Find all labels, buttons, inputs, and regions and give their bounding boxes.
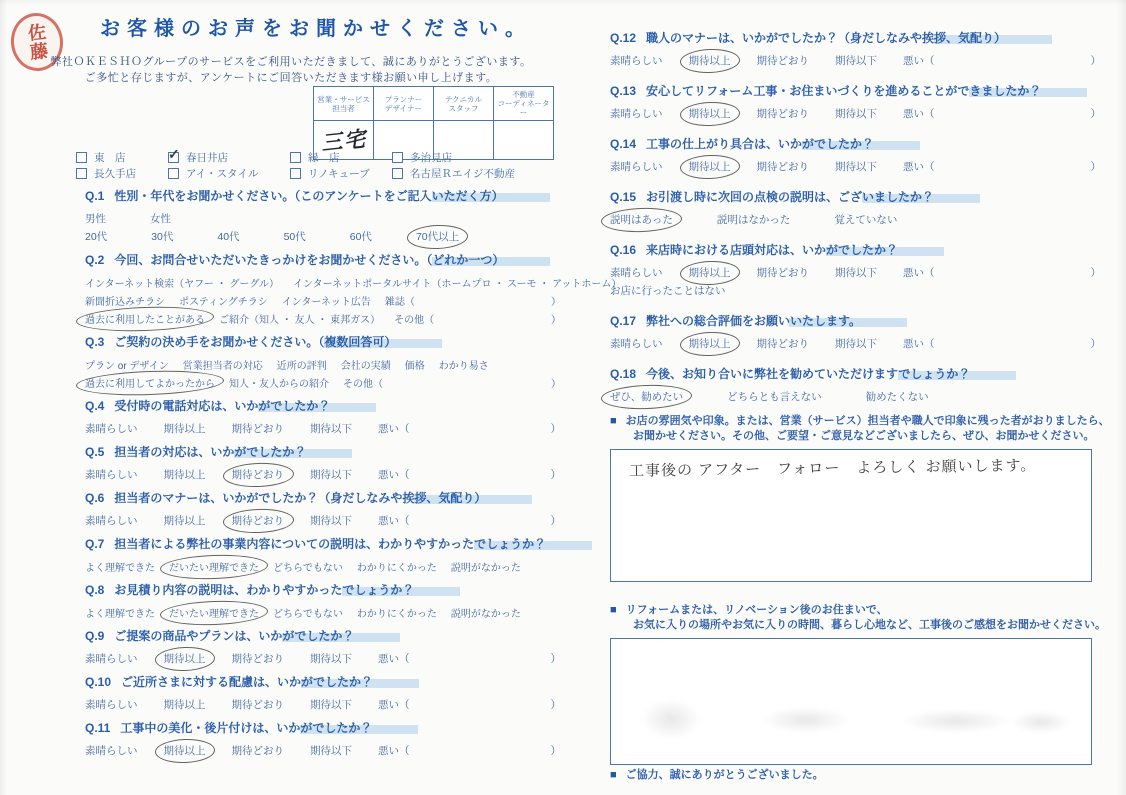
- question-number: Q.18: [610, 367, 637, 381]
- question-number: Q.10: [85, 675, 112, 689]
- answer-option: 期待以下: [835, 107, 877, 120]
- answer-option: 説明はなかった: [716, 213, 791, 226]
- answer-option: 素晴らしい: [85, 514, 138, 527]
- form-title: お客様のお声をお聞かせください。: [100, 18, 532, 40]
- store-option: [168, 150, 290, 165]
- checkbox-icon: [76, 152, 87, 163]
- answer-option: 素晴らしい: [610, 337, 663, 350]
- comment1-prompt-line1: ■ お店の雰囲気や印象。または、営業（サービス）担当者や職人で印象に残った者がおりましたら、: [610, 415, 1110, 427]
- answer-option: わかりにくかった: [356, 608, 437, 620]
- question-17: [610, 313, 1107, 352]
- staff-table-header-row: [314, 87, 554, 121]
- answer-option: その他（: [394, 314, 435, 326]
- answer-option: 期待以下: [835, 54, 877, 67]
- answer-option: 期待どおり: [231, 652, 284, 665]
- answer-option: 期待以上: [163, 514, 206, 527]
- question-3: [85, 334, 567, 391]
- store-label: 緑 店: [308, 151, 340, 164]
- question-heading: [610, 83, 1107, 100]
- answer-option: インターネット検索（ヤフー ・ グーグル）: [85, 278, 280, 290]
- bleed-through-smudge: [761, 707, 851, 733]
- store-option: [290, 166, 392, 181]
- answer-option-circled: 過去に利用したことがある: [85, 311, 205, 326]
- question-heading: [610, 242, 1107, 259]
- answer-option: 期待どおり: [231, 744, 284, 757]
- question-16: [610, 242, 1107, 299]
- answer-option: 素晴らしい: [85, 652, 138, 665]
- answer-option: 期待どおり: [756, 160, 809, 173]
- answer-option: 期待以上: [163, 468, 206, 481]
- question-number: Q.8: [85, 583, 105, 597]
- question-12: [610, 30, 1107, 69]
- store-option: [392, 150, 562, 165]
- question-13: [610, 83, 1107, 122]
- answer-option: 期待以上: [163, 422, 206, 435]
- paren-close: ）: [550, 468, 561, 481]
- question-title: 安心してリフォーム工事・お住まいづくりを進めることができましたか？: [646, 84, 1087, 98]
- question-1: [85, 188, 567, 245]
- store-option: [76, 150, 168, 165]
- answer-option: 期待どおり: [756, 107, 809, 120]
- answer-option: 説明がなかった: [450, 562, 521, 574]
- question-number: Q.4: [85, 399, 105, 413]
- comment-box-2: [610, 638, 1092, 765]
- checkbox-icon: [392, 168, 403, 179]
- question-title: ご契約の決め手をお聞かせください。（複数回答可）: [114, 335, 442, 349]
- answer-option: 期待以下: [835, 160, 877, 173]
- store-checkbox-row: [76, 165, 562, 181]
- comment2-prompt-line1: ■ リフォームまたは、リノベーション後のお住まいで、: [610, 604, 888, 616]
- answer-option: 20代: [85, 230, 108, 243]
- store-label: 春日井店: [186, 151, 228, 164]
- answer-option: 期待以下: [310, 744, 352, 757]
- answer-option-circled: 期待以上: [688, 266, 731, 279]
- question-7: [85, 536, 567, 575]
- handwritten-staff-name: 三宅: [319, 127, 368, 156]
- answer-option: よく理解できた: [85, 562, 155, 574]
- answer-option: 素晴らしい: [85, 422, 138, 435]
- store-label: 多治見店: [410, 151, 452, 164]
- answer-option: 覚えていない: [834, 213, 898, 226]
- intro-line-1: 弊社ＯＫＥＳＨＯグループのサービスをご利用いただきまして、誠にありがとうございます。: [50, 56, 532, 68]
- question-title: 工事中の美化・後片付けは、いかがでしたか？: [120, 721, 418, 735]
- answer-option: 素晴らしい: [610, 160, 663, 173]
- answer-option: 男性: [85, 212, 106, 225]
- comment-box-1: [610, 449, 1092, 582]
- bleed-through-smudge: [1011, 711, 1071, 733]
- paren-close: ）: [1090, 160, 1101, 173]
- question-heading: [85, 188, 567, 205]
- answer-row: [85, 649, 567, 667]
- store-checkbox-row: [76, 149, 562, 165]
- question-heading: [85, 252, 567, 269]
- question-title: 職人のマナーは、いかがでしたか？（身だしなみや挨拶、気配り）: [646, 31, 1052, 45]
- answer-row: [610, 387, 1107, 405]
- answer-option: 期待以下: [310, 468, 352, 481]
- answer-option: 素晴らしい: [85, 468, 138, 481]
- paren-close: ）: [550, 514, 561, 527]
- answer-option: 30代: [151, 230, 174, 243]
- answer-option: 悪い（: [378, 468, 410, 481]
- bullet-square-icon: ■: [610, 415, 617, 427]
- paren-close: ）: [550, 744, 561, 757]
- question-heading: [85, 334, 567, 351]
- answer-option: どちらでもない: [273, 608, 343, 620]
- answer-row: [85, 557, 567, 575]
- question-title: 担当者のマナーは、いかがでしたか？（身だしなみや挨拶、気配り）: [114, 491, 532, 505]
- answer-row: [85, 227, 567, 245]
- question-number: Q.11: [85, 721, 111, 735]
- answer-option: 悪い（: [378, 652, 410, 665]
- question-heading: [610, 30, 1107, 47]
- question-title: 性別・年代をお聞かせください。（このアンケートをご記入いただく方）: [114, 189, 549, 203]
- answer-option: お店に行ったことはない: [610, 284, 726, 297]
- answer-option: 説明がなかった: [450, 608, 521, 620]
- answer-row: [85, 741, 567, 759]
- answer-option: ポスティングチラシ: [179, 296, 268, 308]
- answer-option: 期待どおり: [231, 698, 284, 711]
- question-4: [85, 398, 567, 437]
- question-15: [610, 189, 1107, 228]
- answer-option: 悪い（: [378, 422, 410, 435]
- comment1-prompt-line2: お聞かせください。その他、ご要望・ご意見などございましたら、ぜひ、お聞かせください。: [633, 430, 1095, 442]
- answer-option: 期待どおり: [231, 422, 284, 435]
- answer-option-circled: 期待以上: [163, 744, 206, 757]
- answer-option: その他（: [343, 378, 383, 390]
- question-heading: [85, 398, 567, 415]
- question-18: [610, 366, 1107, 405]
- answer-option: 素晴らしい: [610, 107, 663, 120]
- answer-option: ご紹介（知人 ・ 友人 ・ 東邦ガス）: [219, 314, 381, 326]
- question-title: お引渡し時に次回の点検の説明は、ございましたか？: [646, 190, 980, 204]
- bullet-square-icon: ■: [610, 604, 617, 616]
- answer-option: 期待以下: [835, 337, 877, 350]
- answer-option: わかりにくかった: [356, 562, 437, 574]
- question-number: Q.15: [610, 190, 637, 204]
- answer-row: [85, 209, 567, 227]
- answer-option: 50代: [283, 230, 306, 243]
- answer-option: わかり易さ: [438, 360, 489, 372]
- question-heading: [85, 720, 567, 737]
- answer-option: 期待どおり: [756, 266, 809, 279]
- question-number: Q.7: [85, 537, 105, 551]
- question-heading: [85, 444, 567, 461]
- store-checkbox-group: [76, 149, 562, 181]
- answer-option: 悪い（: [378, 698, 410, 711]
- answer-option: 悪い（: [903, 160, 935, 173]
- answer-option: 知人・友人からの紹介: [229, 378, 329, 390]
- question-heading: [610, 136, 1107, 153]
- question-number: Q.6: [85, 491, 105, 505]
- question-5: [85, 444, 567, 483]
- staff-header-planner: プランナー デザイナー: [374, 87, 434, 121]
- answer-option-circled: 期待以上: [163, 652, 206, 665]
- paren-close: ）: [551, 296, 561, 308]
- answer-option: 素晴らしい: [610, 54, 663, 67]
- question-title: ご近所さまに対する配慮は、いかがでしたか？: [121, 675, 419, 689]
- question-heading: [85, 490, 567, 507]
- handwritten-comment: 工事後の アフター フォロー よろしく お願いします。: [628, 457, 1037, 480]
- answer-option: インターネットポータルサイト（ホームプロ ・ スーモ ・ アットホーム）: [293, 278, 622, 290]
- answer-row: [85, 373, 567, 391]
- answer-option: 期待以下: [310, 698, 352, 711]
- answer-option-circled: 過去に利用してよかったから: [85, 375, 215, 390]
- answer-row: [85, 273, 622, 291]
- answer-option: 女性: [150, 212, 171, 225]
- comment2-prompt-line2: お気に入りの場所やお気に入りの時間、暮らし心地など、工事後のご感想をお聞かせください。: [633, 619, 1106, 631]
- answer-option-circled: 期待以上: [688, 54, 731, 67]
- checkbox-icon: [290, 168, 301, 179]
- store-option: [392, 166, 562, 181]
- store-label: リノキューブ: [308, 167, 370, 180]
- question-title: ご提案の商品やプランは、いかがでしたか？: [114, 629, 400, 643]
- question-10: [85, 674, 567, 713]
- questions-column-left: [85, 188, 622, 766]
- question-number: Q.5: [85, 445, 105, 459]
- checkbox-icon: [290, 152, 301, 163]
- store-option: [76, 166, 168, 181]
- bullet-square-icon: ■: [610, 769, 617, 781]
- paren-close: ）: [551, 314, 561, 326]
- answer-option-circled: 期待以上: [688, 160, 731, 173]
- answer-option-circled: 70代以上: [415, 230, 460, 243]
- checkbox-checked-icon: [168, 152, 179, 163]
- paren-close: ）: [551, 378, 561, 390]
- question-number: Q.17: [610, 314, 637, 328]
- checkbox-icon: [168, 168, 179, 179]
- question-number: Q.13: [610, 84, 637, 98]
- answer-row: [610, 157, 1107, 175]
- store-option: [168, 166, 290, 181]
- answer-option-circled: ぜひ、勧めたい: [610, 390, 684, 403]
- store-label: 名古屋Ｒエイジ不動産: [410, 167, 515, 180]
- question-14: [610, 136, 1107, 175]
- answer-option: 期待以下: [310, 514, 352, 527]
- answer-row: [610, 210, 1107, 228]
- staff-header-technical: テクニカル スタッフ: [434, 87, 494, 121]
- answer-option: 期待以下: [310, 652, 352, 665]
- question-11: [85, 720, 567, 759]
- answer-option: 悪い（: [903, 54, 935, 67]
- paren-close: ）: [550, 652, 561, 665]
- answer-option: 新聞折込みチラシ: [85, 296, 165, 308]
- answer-row: [610, 281, 1107, 299]
- bleed-through-smudge: [641, 699, 701, 739]
- question-8: [85, 582, 567, 621]
- question-title: 今回、お問合せいただいたきっかけをお聞かせください。（どれか一つ）: [114, 253, 550, 267]
- question-title: 工事の仕上がり具合は、いかがでしたか？: [646, 137, 920, 151]
- answer-option: 近所の評判: [276, 360, 327, 372]
- question-number: Q.3: [85, 335, 105, 349]
- answer-option-circled: 期待以上: [688, 107, 731, 120]
- answer-option: 素晴らしい: [610, 266, 663, 279]
- paren-close: ）: [1090, 337, 1101, 350]
- question-heading: [610, 189, 1107, 206]
- paren-close: ）: [550, 698, 561, 711]
- answer-row: [610, 334, 1107, 352]
- answer-option: 40代: [217, 230, 240, 243]
- staff-header-realestate: 不動産 コーディネーター: [494, 87, 554, 121]
- question-heading: [85, 674, 567, 691]
- store-label: 東 店: [94, 151, 126, 164]
- answer-option: 会社の実績: [340, 360, 391, 372]
- intro-text: [46, 54, 536, 86]
- hanko-stamp-text: 佐藤: [25, 22, 49, 62]
- checkbox-icon: [392, 152, 403, 163]
- answer-row: [85, 419, 567, 437]
- question-title: 弊社への総合評価をお願いいたします。: [646, 314, 907, 328]
- answer-option: 期待以下: [835, 266, 877, 279]
- answer-row: [610, 51, 1107, 69]
- question-title: 来店時における店頭対応は、いかがでしたか？: [646, 243, 944, 257]
- answer-row: [85, 511, 567, 529]
- answer-row: [85, 603, 567, 621]
- question-number: Q.12: [610, 31, 637, 45]
- answer-option: 悪い（: [378, 744, 410, 757]
- store-option: [290, 150, 392, 165]
- comment-section-shop-impression: [610, 414, 1110, 582]
- answer-option-circled: 説明はあった: [610, 213, 673, 226]
- store-label: 長久手店: [94, 167, 136, 180]
- question-6: [85, 490, 567, 529]
- answer-option: 素晴らしい: [85, 698, 138, 711]
- question-number: Q.2: [85, 253, 105, 267]
- answer-option: 悪い（: [378, 514, 410, 527]
- paren-close: ）: [1090, 107, 1101, 120]
- answer-option: どちらでもない: [273, 562, 343, 574]
- questions-column-right: [610, 30, 1107, 419]
- question-number: Q.14: [610, 137, 637, 151]
- question-title: お見積り内容の説明は、わかりやすかったでしょうか？: [114, 583, 460, 597]
- answer-option: 悪い（: [903, 107, 935, 120]
- bleed-through-smudge: [901, 709, 1011, 733]
- closing-thanks: ■ ご協力、誠にありがとうございました。: [610, 769, 824, 781]
- answer-row: [610, 104, 1107, 122]
- answer-option: 雑誌（: [384, 296, 415, 308]
- answer-option: どちらとも言えない: [727, 390, 822, 403]
- answer-option: 素晴らしい: [85, 744, 138, 757]
- question-title: 今後、お知り合いに弊社を勧めていただけますでしょうか？: [646, 367, 1016, 381]
- question-title: 担当者による弊社の事業内容についての説明は、わかりやすかったでしょうか？: [114, 537, 592, 551]
- answer-option: 60代: [349, 230, 372, 243]
- answer-option: 価格: [404, 360, 425, 372]
- answer-option: 悪い（: [903, 337, 935, 350]
- answer-option-circled: 期待どおり: [231, 514, 284, 527]
- question-2: [85, 252, 622, 327]
- answer-option: 期待どおり: [756, 337, 809, 350]
- answer-option: 期待どおり: [756, 54, 809, 67]
- answer-option: よく理解できた: [85, 608, 155, 620]
- staff-header-sales: 営業・サービス 担当者: [314, 87, 374, 121]
- question-heading: [85, 536, 567, 553]
- comment-section-after-renovation: [610, 603, 1110, 765]
- answer-option-circled: 期待どおり: [231, 468, 284, 481]
- answer-option-circled: だいたい理解できた: [169, 559, 259, 574]
- answer-option: 営業担当者の対応: [182, 360, 263, 372]
- answer-option: 期待以上: [163, 698, 206, 711]
- paren-close: ）: [550, 422, 561, 435]
- answer-option-circled: だいたい理解できた: [169, 605, 259, 620]
- question-heading: [610, 313, 1107, 330]
- question-heading: [85, 582, 567, 599]
- checkbox-icon: [76, 168, 87, 179]
- question-title: 担当者の対応は、いかがでしたか？: [114, 445, 352, 459]
- answer-option: 勧めたくない: [865, 390, 929, 403]
- paren-close: ）: [1090, 266, 1101, 279]
- paren-close: ）: [1090, 54, 1101, 67]
- answer-option-circled: 期待以上: [688, 337, 731, 350]
- question-number: Q.1: [85, 189, 105, 203]
- answer-row: [85, 465, 567, 483]
- answer-option: 期待以下: [310, 422, 352, 435]
- question-9: [85, 628, 567, 667]
- answer-option: インターネット広告: [281, 296, 371, 308]
- question-title: 受付時の電話対応は、いかがでしたか？: [114, 399, 376, 413]
- answer-row: [85, 309, 567, 327]
- answer-option: 悪い（: [903, 266, 935, 279]
- question-heading: [85, 628, 567, 645]
- answer-option: プラン or デザイン: [85, 360, 169, 372]
- question-number: Q.9: [85, 629, 105, 643]
- answer-row: [610, 263, 1107, 281]
- question-number: Q.16: [610, 243, 637, 257]
- question-heading: [610, 366, 1107, 383]
- answer-row: [85, 695, 567, 713]
- intro-line-2: ご多忙と存じますが、アンケートにご回答いただきます様お願い申し上げます。: [84, 72, 498, 84]
- store-label: アイ・スタイル: [186, 167, 259, 180]
